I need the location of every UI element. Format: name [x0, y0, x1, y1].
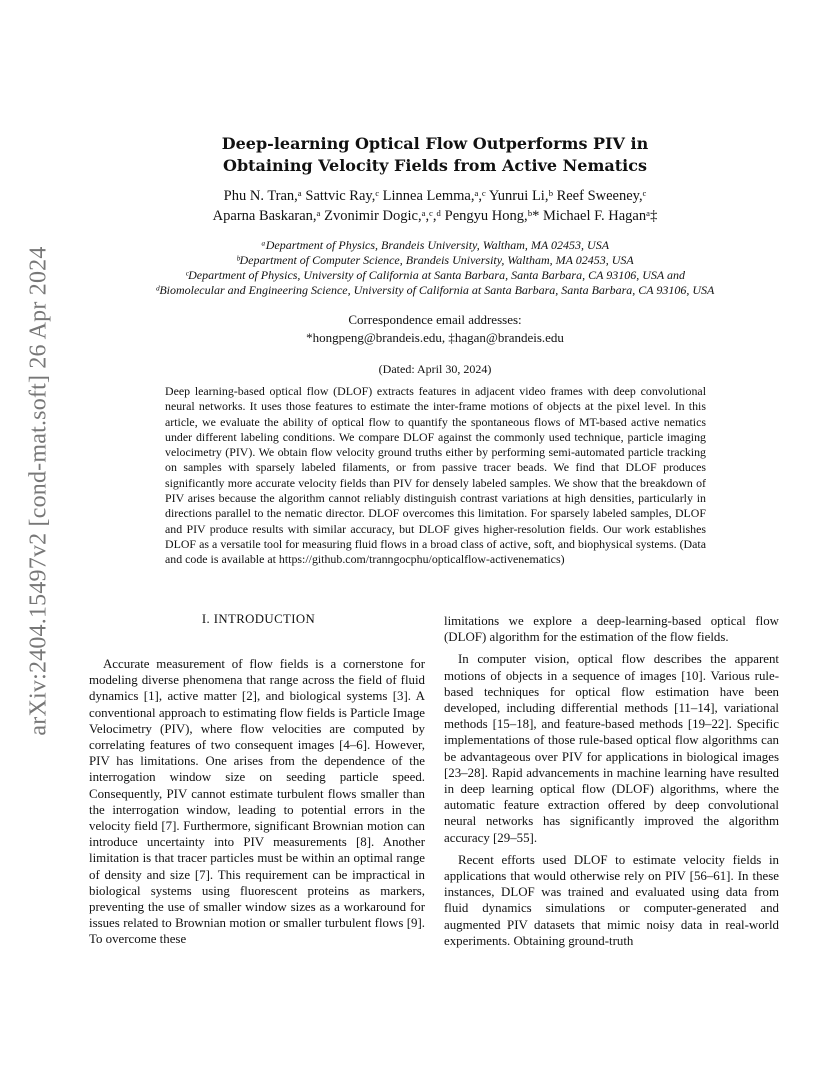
authors-line-1: Phu N. Tran,ᵃ Sattvic Ray,ᶜ Linnea Lemma,ᵃ,ᶜ Yunrui Li,ᵇ Reef Sweeney,ᶜ [223, 188, 647, 204]
correspondence-block [200, 311, 670, 347]
dated-line: (Dated: April 30, 2024) [378, 362, 492, 376]
affiliation-d: ᵈBiomolecular and Engineering Science, University of California at Santa Barbara, Santa Barbara, CA 93106, USA [155, 283, 715, 297]
intro-paragraph-3: Recent efforts used DLOF to estimate velocity fields in applications that would otherwise rely on PIV [56–61]. In these instances, DLOF was trained and evaluated using data from fluid dynamics simulations or computer-generated and augmented PIV datasets that mimic noisy data in real-world experiments. Obtaining ground-truth [444, 852, 779, 948]
right-column [444, 613, 779, 949]
affiliations [90, 238, 780, 298]
paper-title [130, 133, 740, 177]
left-column [89, 656, 425, 948]
intro-paragraph-1: Accurate measurement of flow fields is a cornerstone for modeling diverse phenomena that range across the field of fluid dynamics [1], active matter [2], and biological systems [3]. A conventional approach to estimating flow fields is Particle Image Velocimetry (PIV), where flow velocities are computed by correlating features of two consequent images [4–6]. However, PIV has limitations. One arises from the dependence of the interrogation window size on seeding particle speed. Consequently, PIV cannot estimate turbulent flows smaller than the interrogation window, leading to potential errors in the velocity field [7]. Furthermore, significant Brownian motion can introduce uncertainty into PIV measurements [8]. Another limitation is that tracer particles must be within an optimal range of density and size [7]. This requirement can be impractical in biological systems using fluorescent proteins as markers, preventing the use of smaller window sizes as a workaround for issues related to Brownian motion or smaller turbulent flows [9]. To overcome these [89, 657, 425, 947]
abstract: Deep learning-based optical flow (DLOF) extracts features in adjacent video frames with deep convolutional neural networks. It uses those features to estimate the inter-frame motions of objects at the pixel level. In this article, we evaluate the ability of optical flow to quantify the spontaneous flows of MT-based active nematics under different labeling conditions. We compare DLOF against the commonly used technique, particle imaging velocimetry (PIV). We obtain flow velocity ground truths either by performing semi-automated particle tracking on samples with sparsely labeled filaments, or from passive tracer beads. We find that DLOF produces significantly more accurate velocity fields than PIV for densely labeled samples. We show that the breakdown of PIV arises because the algorithm cannot reliably distinguish contrast variations at high densities, particularly in directions parallel to the nematic director. DLOF overcomes this limitation. For sparsely labeled samples, DLOF and PIV produce results with similar accuracy, but DLOF gives higher-resolution fields. Our work establishes DLOF as a versatile tool for measuring fluid flows in a broad class of active, soft, and biophysical systems. (Data and code is available at https://github.com/tranngocphu/opticalflow-activenematics) [165, 384, 706, 567]
arxiv-sidebar [22, 246, 56, 736]
correspondence-heading: Correspondence email addresses: [348, 312, 522, 327]
author-list [110, 186, 760, 226]
intro-paragraph-continued: limitations we explore a deep-learning-based optical flow (DLOF) algorithm for the estimation of the flow fields. [444, 614, 779, 645]
correspondence-emails: *hongpeng@brandeis.edu, ‡hagan@brandeis.edu [306, 330, 564, 345]
title-line-1: Deep-learning Optical Flow Outperforms PIV in [221, 134, 649, 153]
affiliation-c: ᶜDepartment of Physics, University of California at Santa Barbara, Santa Barbara, CA 93106, USA and [184, 268, 686, 282]
intro-paragraph-2: In computer vision, optical flow describes the apparent motions of objects in a sequence of images [10]. Various rule-based techniques for optical flow estimation have been developed, including differential methods [11–14], variational methods [15–18], and feature-based methods [19–22]. Specific implementations of those rule-based optical flow algorithms can be advantageous over PIV for applications in biological images [23–28]. Rapid advancements in machine learning have resulted in deep learning optical flow (DLOF) algorithms, where the automatic feature extraction offered by deep convolutional neural networks has significantly improved the algorithm accuracy [29–55]. [444, 652, 779, 845]
arxiv-identifier: arXiv:2404.15497v2 [cond-mat.soft] 26 Apr 2024 [25, 246, 52, 736]
title-line-2: Obtaining Velocity Fields from Active Nematics [223, 156, 647, 175]
affiliation-b: ᵇDepartment of Computer Science, Brandeis University, Waltham, MA 02453, USA [236, 253, 634, 267]
authors-line-2: Aparna Baskaran,ᵃ Zvonimir Dogic,ᵃ,ᶜ,ᵈ Pengyu Hong,ᵇ* Michael F. Haganᵃ‡ [212, 208, 658, 224]
affiliation-a: ᵃDepartment of Physics, Brandeis University, Waltham, MA 02453, USA [260, 238, 610, 252]
section-heading-introduction: I. INTRODUCTION [201, 612, 316, 626]
